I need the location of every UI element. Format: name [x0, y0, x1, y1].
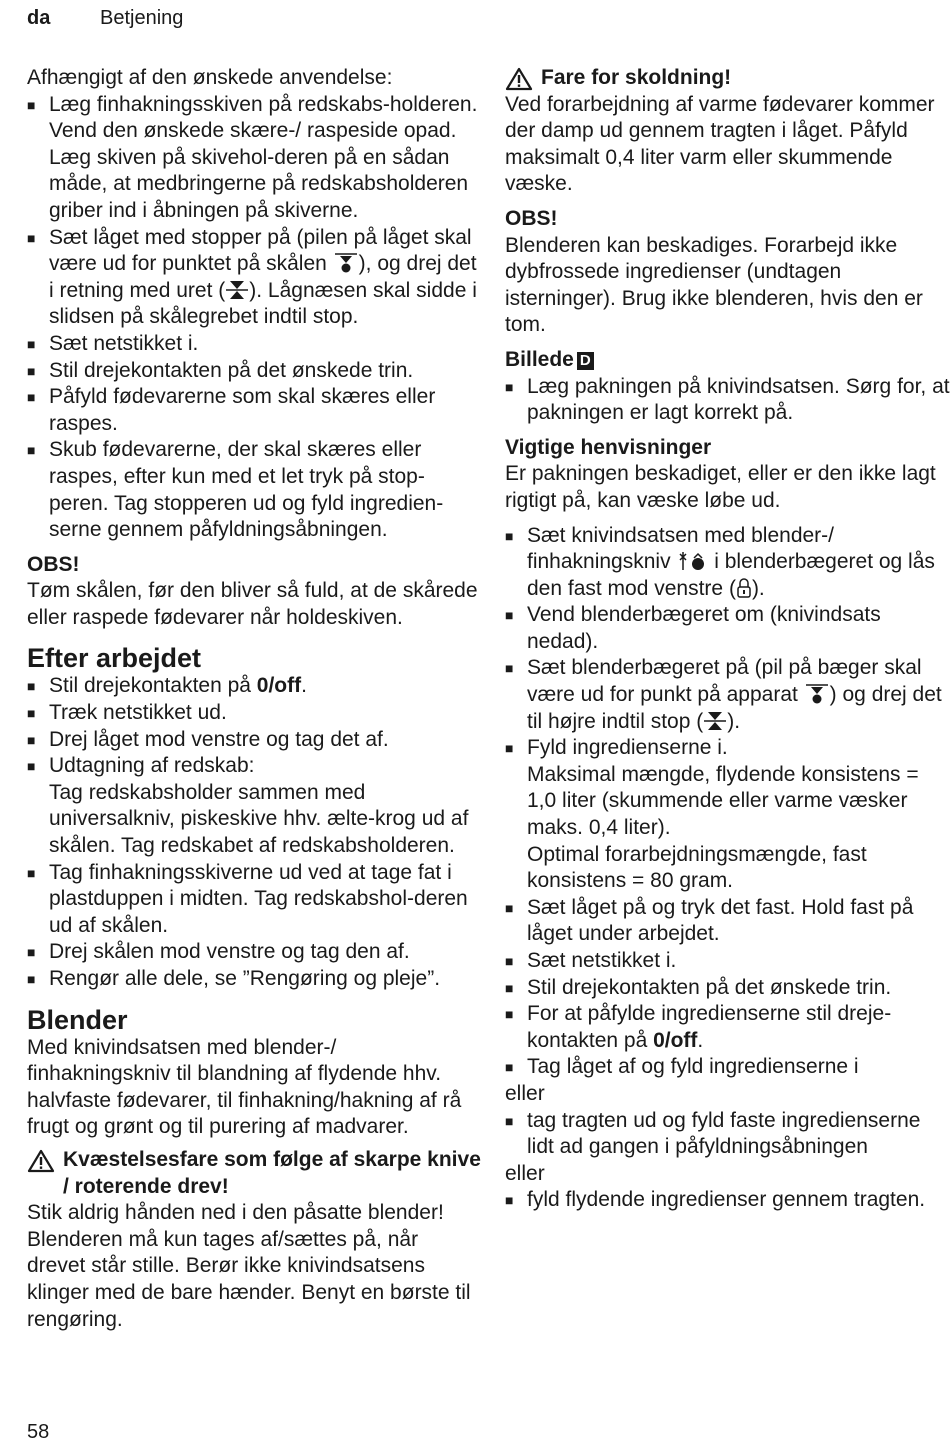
bullet-icon: ■	[505, 1006, 514, 1023]
language-code: da	[27, 7, 51, 29]
list-item: ■ Udtagning af redskab: Tag redskabsholder sammen med universalkniv, piskeskive hhv. ælte-krog ud af skålen. Tag redskabet af redskabsholderen.	[27, 754, 469, 858]
warning-text-scald: Ved forarbejdning af varme fødevarer kommer der damp ud gennem tragten i låget. Påfyld maksimalt 0,4 liter varm eller skummende væske.	[505, 92, 935, 196]
bullet-icon: ■	[505, 378, 514, 395]
list-item: ■ Sæt låget med stopper på (pilen på låget skal være ud for punktet på skålen ), og drej det i retning med uret ( ). Lågnæsen skal sidde i slidsen på skålegrebet indtil stop.	[27, 225, 477, 329]
figure-reference: Billede D	[505, 347, 950, 374]
arrow-meet-icon	[225, 279, 249, 301]
bullet-icon: ■	[27, 864, 36, 881]
list-item: ■ fyld flydende ingredienser gennem tragten.	[505, 1187, 950, 1214]
bullet-icon: ■	[505, 660, 514, 677]
lock-icon	[736, 577, 752, 599]
warning-heading: Kvæstelsesfare som følge af skarpe knive / roterende drev!	[27, 1147, 482, 1200]
list-item: ■ Drej låget mod venstre og tag det af.	[27, 727, 482, 754]
list-item: ■ Tag finhakningsskiverne ud ved at tage fat i plastduppen i midten. Tag redskabshol-deren ud af skålen.	[27, 860, 468, 937]
obs-text: Blenderen kan beskadiges. Forarbejd ikke dybfrossede ingredienser (undtagen isterninger). Brug ikke blenderen, hvis den er tom.	[505, 233, 923, 337]
arrow-meet-icon	[703, 710, 727, 732]
warning-heading-scald: Fare for skoldning!	[505, 65, 950, 92]
bullet-icon: ■	[27, 971, 36, 987]
list-item: ■ Sæt netstikket i.	[27, 331, 482, 358]
list-item: ■ Drej skålen mod venstre og tag den af.	[27, 939, 482, 966]
list-item: ■ Vend blenderbægeret om (knivindsats nedad).	[505, 603, 881, 653]
list-item: ■ Fyld ingredienserne i. Maksimal mængde, flydende konsistens = 1,0 liter (skummende eller varme væsker maks. 0,4 liter). Optimal forarbejdningsmængde, fast konsistens = 80 gram.	[505, 736, 919, 893]
list-item: ■ Træk netstikket ud.	[27, 700, 482, 727]
bullet-icon: ■	[505, 1112, 514, 1129]
bullet-icon: ■	[505, 979, 514, 996]
or-text: eller	[505, 1161, 545, 1185]
bullet-icon: ■	[27, 731, 36, 748]
list-item: ■ Skub fødevarerne, der skal skæres eller raspes, efter kun med et let tryk på stop-peren. Tag stopperen ud og fyld ingredien-serne gennem påfyldningsåbningen.	[27, 438, 444, 542]
bullet-icon: ■	[27, 335, 36, 352]
bullet-icon: ■	[27, 362, 36, 379]
list-item: ■ Sæt blenderbægeret på (pil på bæger skal være ud for punkt på apparat ) og drej det til højre indtil stop ( ).	[505, 656, 942, 733]
bullet-icon: ■	[27, 705, 36, 722]
bullet-icon: ■	[505, 740, 514, 757]
obs-text: Tøm skålen, før den bliver så fuld, at de skårede eller raspede fødevarer når holdeskiven.	[27, 579, 478, 629]
list-item: ■ Sæt netstikket i.	[505, 948, 950, 975]
obs-heading: OBS!	[505, 206, 558, 230]
bullet-icon: ■	[505, 899, 514, 916]
important-notes-text: Er pakningen beskadiget, eller er den ikke lagt rigtigt på, kan væske løbe ud.	[505, 462, 936, 512]
list-item: ■ Påfyld fødevarerne som skal skæres eller raspes.	[27, 385, 436, 435]
warning-icon	[27, 1149, 55, 1173]
bullet-icon: ■	[27, 96, 36, 113]
bullet-icon: ■	[27, 758, 36, 775]
obs-heading: OBS!	[27, 552, 80, 576]
or-text: eller	[505, 1081, 545, 1105]
right-column	[505, 65, 950, 1214]
page-number: 58	[27, 1421, 50, 1443]
list-item: ■ Stil drejekontakten på 0/off.	[27, 673, 482, 700]
arrow-to-dot-icon	[804, 683, 830, 705]
left-column	[27, 65, 482, 1333]
list-item: ■ Stil drejekontakten på det ønskede trin.	[27, 358, 482, 385]
bullet-icon: ■	[505, 1192, 514, 1209]
intro-text: Afhængigt af den ønskede anvendelse:	[27, 66, 393, 89]
blender-text: Med knivindsatsen med blender-/ finhakningskniv til blandning af flydende hhv. halvfaste fødevarer, til finhakning/hakning af rå frugt og grønt og til purering af madvarer.	[27, 1035, 462, 1139]
bullet-icon: ■	[505, 527, 514, 544]
list-item: ■ Tag låget af og fyld ingredienserne i	[505, 1054, 950, 1081]
list-item: ■ tag tragten ud og fyld faste ingredienserne lidt ad gangen i påfyldningsåbningen	[505, 1108, 921, 1159]
list-item: ■ Stil drejekontakten på det ønskede trin.	[505, 975, 950, 1002]
bullet-icon: ■	[27, 678, 36, 695]
section-title: Betjening	[100, 7, 184, 29]
section-heading-efter: Efter arbejdet	[27, 643, 202, 674]
list-item: ■ For at påfylde ingredienserne stil dreje-kontakten på 0/off.	[505, 1002, 892, 1052]
section-heading-blender: Blender	[27, 1004, 128, 1035]
bullet-icon: ■	[27, 389, 36, 406]
bullet-icon: ■	[505, 953, 514, 969]
bullet-icon: ■	[505, 607, 514, 624]
warning-text: Stik aldrig hånden ned i den påsatte blender! Blenderen må kun tages af/sættes på, når drevet står stille. Berør ikke knivindsatsens klinger med de bare hænder. Benyt en børste til rengøring.	[27, 1201, 471, 1331]
bullet-icon: ■	[27, 944, 36, 961]
bullet-icon: ■	[505, 1059, 514, 1076]
bullet-icon: ■	[27, 229, 36, 246]
list-item: ■ Sæt låget på og tryk det fast. Hold fast på låget under arbejdet.	[505, 895, 914, 946]
blade-blender-icon	[676, 550, 708, 572]
arrow-to-dot-icon	[333, 252, 359, 274]
warning-icon	[505, 67, 533, 91]
list-item: ■ Læg pakningen på knivindsatsen. Sørg for, at pakningen er lagt korrekt på.	[505, 374, 950, 425]
figure-letter-badge: D	[577, 352, 594, 370]
list-item: ■ Læg finhakningsskiven på redskabs-holderen. Vend den ønskede skære-/ raspeside opad. Læg skiven på skivehol-deren på en sådan måde, at medbringerne på redskabsholderen griber ind i åbningen på skiverne.	[27, 92, 478, 222]
important-notes-heading: Vigtige henvisninger	[505, 435, 712, 459]
list-item: ■ Sæt knivindsatsen med blender-/ finhakningskniv i blenderbægeret og lås den fast mod venstre ( ).	[505, 523, 935, 600]
bullet-icon: ■	[27, 442, 36, 459]
list-item: ■ Rengør alle dele, se ”Rengøring og pleje”.	[27, 966, 482, 993]
